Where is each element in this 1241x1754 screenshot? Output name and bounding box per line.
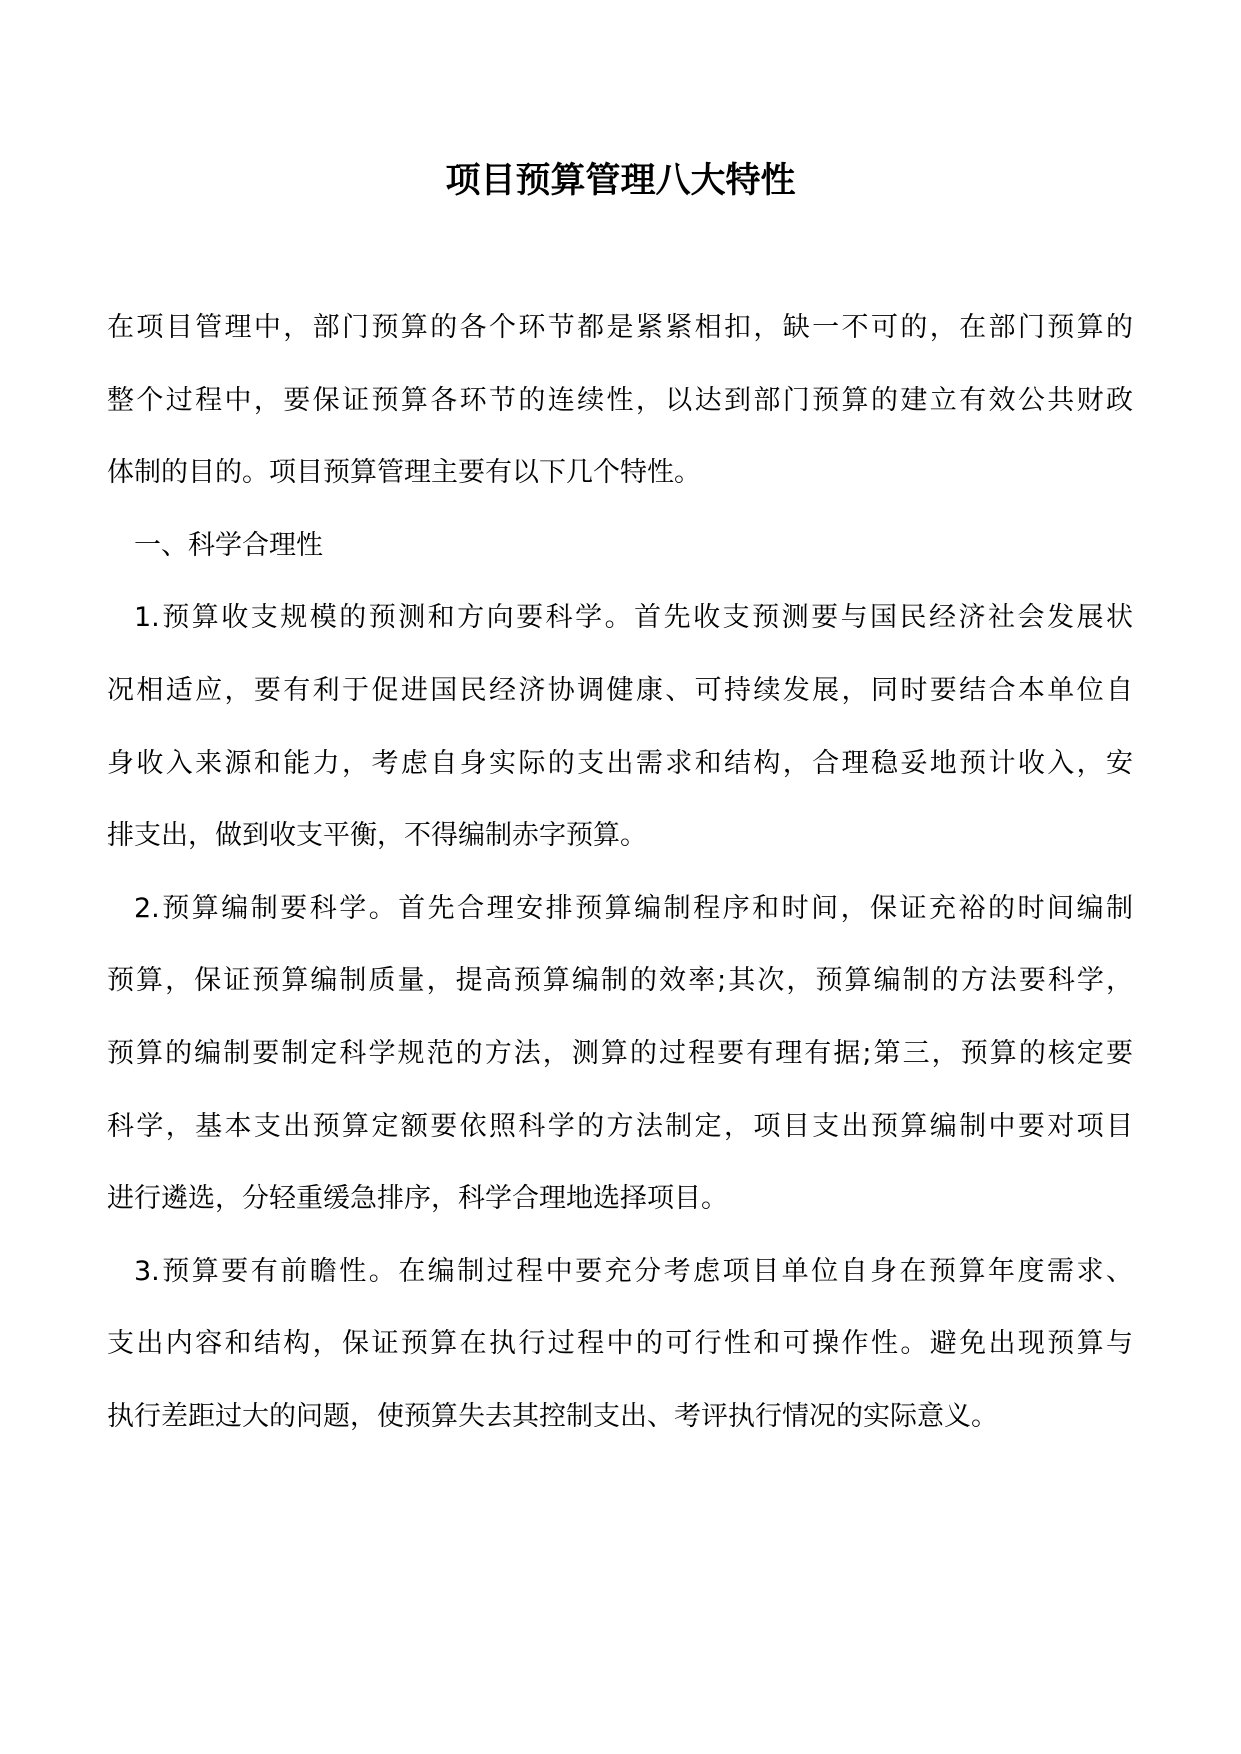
intro-line-1: 在项目管理中，部门预算的各个环节都是紧紧相扣，缺一不可的，在部门预算的: [107, 312, 1133, 343]
item-2-line-5: 进行遴选，分轻重缓急排序，科学合理地选择项目。: [107, 1183, 728, 1214]
item-2-line-4: 科学，基本支出预算定额要依照科学的方法制定，项目支出预算编制中要对项目: [107, 1111, 1133, 1142]
item-3-line-1: 3.预算要有前瞻性。在编制过程中要充分考虑项目单位自身在预算年度需求、: [134, 1256, 1133, 1287]
item-3-line-2: 支出内容和结构，保证预算在执行过程中的可行性和可操作性。避免出现预算与: [107, 1328, 1133, 1359]
item-2-line-3: 预算的编制要制定科学规范的方法，测算的过程要有理有据;第三，预算的核定要: [107, 1038, 1133, 1069]
item-2-line-2: 预算，保证预算编制质量，提高预算编制的效率;其次，预算编制的方法要科学，: [107, 965, 1133, 996]
section-heading: 一、科学合理性: [134, 530, 323, 561]
item-2-line-1: 2.预算编制要科学。首先合理安排预算编制程序和时间，保证充裕的时间编制: [134, 893, 1133, 924]
item-1-line-4: 排支出，做到收支平衡，不得编制赤字预算。: [107, 820, 647, 851]
item-1-line-2: 况相适应，要有利于促进国民经济协调健康、可持续发展，同时要结合本单位自: [107, 675, 1133, 706]
intro-line-3: 体制的目的。项目预算管理主要有以下几个特性。: [107, 457, 701, 488]
item-3-line-3: 执行差距过大的问题，使预算失去其控制支出、考评执行情况的实际意义。: [107, 1401, 998, 1432]
intro-line-2: 整个过程中，要保证预算各环节的连续性，以达到部门预算的建立有效公共财政: [107, 385, 1133, 416]
item-1-line-3: 身收入来源和能力，考虑自身实际的支出需求和结构，合理稳妥地预计收入，安: [107, 748, 1133, 779]
document-title: 项目预算管理八大特性: [445, 161, 796, 201]
item-1-line-1: 1.预算收支规模的预测和方向要科学。首先收支预测要与国民经济社会发展状: [134, 602, 1133, 633]
